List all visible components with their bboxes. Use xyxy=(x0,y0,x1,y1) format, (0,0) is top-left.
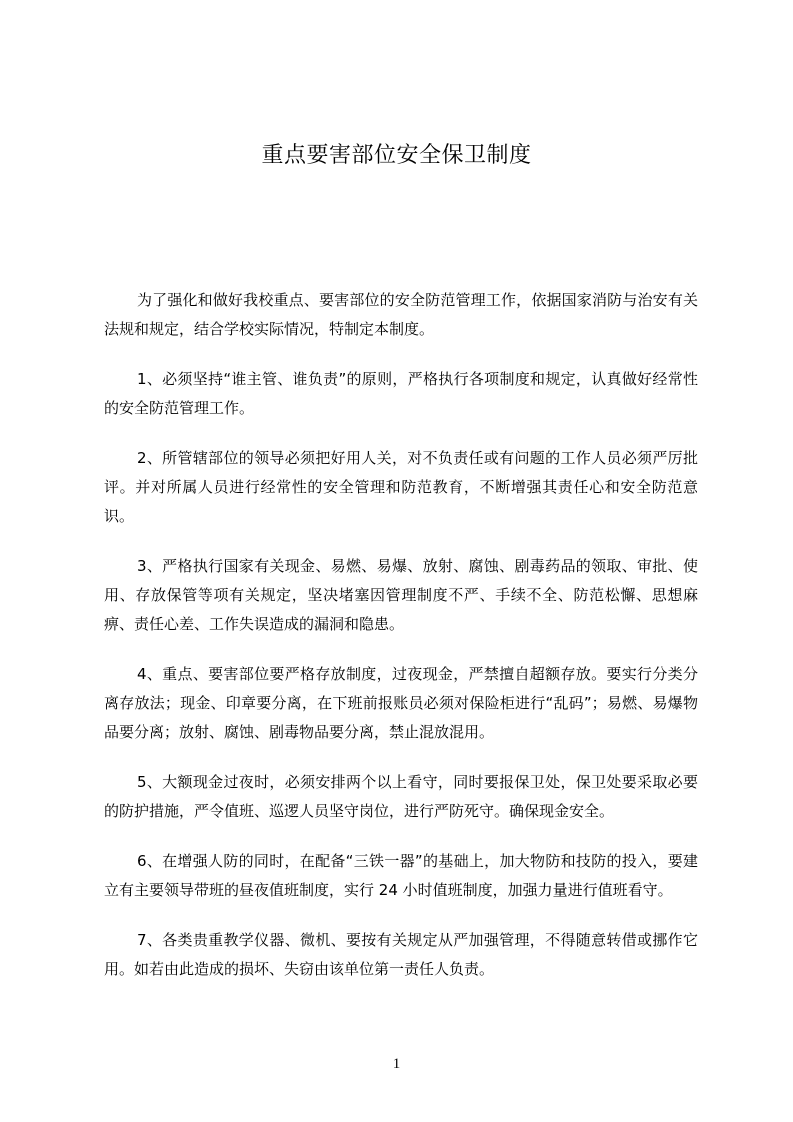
rule-paragraph-1: 1、必须坚持“谁主管、谁负责”的原则，严格执行各项制度和规定，认真做好经常性的安全防范管理工作。 xyxy=(104,370,698,417)
document-title: 重点要害部位安全保卫制度 xyxy=(261,143,532,168)
rule-paragraph-4: 4、重点、要害部位要严格存放制度，过夜现金，严禁擅自超额存放。要实行分类分离存放法；现金、印章要分离，在下班前报账员必须对保险柜进行“乱码”；易燃、易爆物品要分离；放射、腐蚀、剧毒物品要分离，禁止混放混用。 xyxy=(104,665,698,741)
rule-paragraph-6: 6、在增强人防的同时，在配备“三铁一器”的基础上，加大物防和技防的投入，要建立有主要领导带班的昼夜值班制度，实行 24 小时值班制度，加强力量进行值班看守。 xyxy=(104,852,698,899)
intro-paragraph: 为了强化和做好我校重点、要害部位的安全防范管理工作，依据国家消防与治安有关法规和规定，结合学校实际情况，特制定本制度。 xyxy=(104,291,698,338)
rule-paragraph-7: 7、各类贵重教学仪器、微机、要按有关规定从严加强管理，不得随意转借或挪作它用。如若由此造成的损坏、失窃由该单位第一责任人负责。 xyxy=(104,931,698,978)
rule-paragraph-5: 5、大额现金过夜时，必须安排两个以上看守，同时要报保卫处，保卫处要采取必要的防护措施，严令值班、巡逻人员坚守岗位，进行严防死守。确保现金安全。 xyxy=(104,773,698,820)
rule-paragraph-3: 3、严格执行国家有关现金、易燃、易爆、放射、腐蚀、剧毒药品的领取、审批、使用、存放保管等项有关规定，坚决堵塞因管理制度不严、手续不全、防范松懈、思想麻痹、责任心差、工作失误造成的漏洞和隐患。 xyxy=(104,557,698,633)
rule-paragraph-2: 2、所管辖部位的领导必须把好用人关，对不负责任或有问题的工作人员必须严厉批评。并对所属人员进行经常性的安全管理和防范教育，不断增强其责任心和安全防范意识。 xyxy=(104,449,698,525)
page-number: 1 xyxy=(392,1056,401,1072)
document-body xyxy=(104,286,698,1005)
